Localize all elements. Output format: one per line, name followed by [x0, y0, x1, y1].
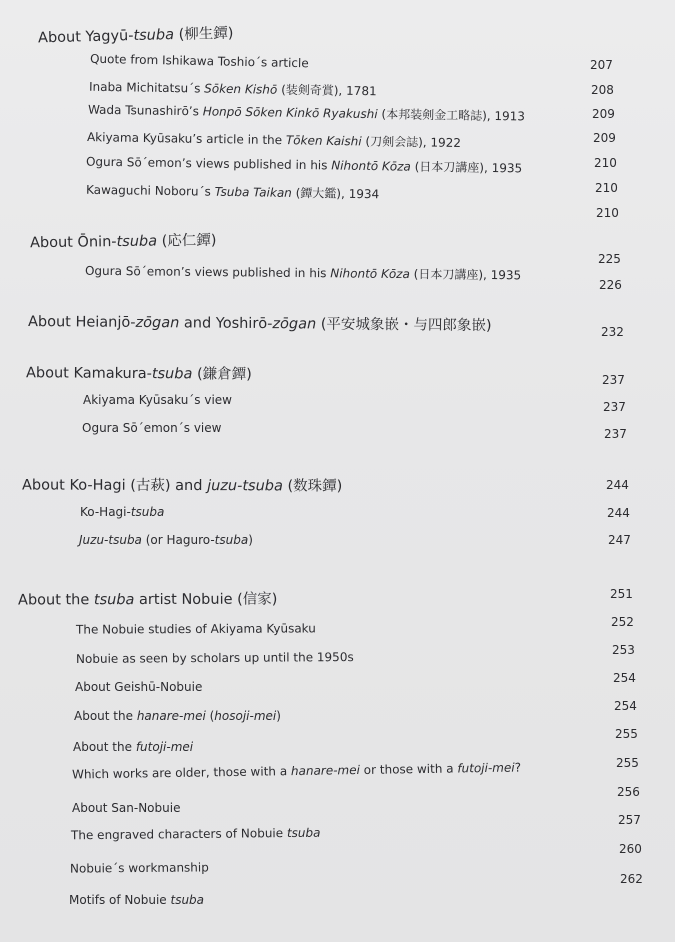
toc-entry: Ogura Sō´emon’s views published in his Nihontō Kōza (日本刀講座), 1935 [85, 154, 523, 176]
page-number: 260 [619, 842, 642, 856]
page-number: 209 [592, 107, 615, 121]
page-number: 237 [603, 400, 626, 414]
toc-entry: About the hanare-mei (hosoji-mei) [74, 709, 281, 723]
page-number: 225 [598, 252, 621, 266]
page-number: 210 [594, 156, 617, 170]
page-number: 247 [608, 533, 631, 547]
page-number: 210 [595, 181, 618, 195]
toc-entry: Nobuie as seen by scholars up until the 1950s [75, 650, 354, 666]
page-number: 210 [596, 206, 619, 220]
section-heading: About Yagyū-tsuba (柳生鐔) [37, 25, 234, 47]
toc-entry: About San-Nobuie [72, 801, 181, 815]
page-number: 254 [614, 699, 637, 713]
page-number: 226 [599, 278, 622, 292]
section-heading: About Kamakura-tsuba (鎌倉鐔) [25, 365, 252, 383]
page-number: 252 [611, 615, 634, 629]
toc-entry: Juzu-tsuba (or Haguro-tsuba) [79, 533, 253, 547]
page-number: 251 [610, 587, 633, 601]
page-number: 257 [618, 813, 641, 827]
page-number: 207 [590, 58, 613, 72]
toc-entry: Motifs of Nobuie tsuba [69, 893, 205, 907]
toc-entry: Nobuie´s workmanship [69, 860, 209, 876]
page-number: 209 [593, 131, 616, 145]
toc-entry: Ko-Hagi-tsuba [80, 505, 165, 519]
toc-entry: The Nobuie studies of Akiyama Kyūsaku [75, 621, 316, 637]
toc-entry: Wada Tsunashirō’s Honpō Sōken Kinkō Ryakushi (本邦装剣金工略誌), 1913 [87, 102, 526, 124]
page-number: 237 [604, 427, 627, 441]
page-number: 254 [613, 671, 636, 685]
page-number: 208 [591, 83, 614, 97]
section-heading: About Ōnin-tsuba (応仁鐔) [29, 232, 217, 252]
page-number: 255 [615, 727, 638, 741]
toc-entry: Ogura Sō´emon´s view [82, 421, 222, 435]
section-heading: About Ko-Hagi (古萩) and juzu-tsuba (数珠鐔) [21, 477, 343, 495]
toc-entry: Akiyama Kyūsaku´s view [83, 393, 232, 407]
page-number: 244 [607, 506, 630, 520]
toc-entry: Which works are older, those with a hanare-mei or those with a futoji-mei? [71, 760, 522, 782]
section-heading: About the tsuba artist Nobuie (信家) [17, 591, 278, 609]
page-number: 232 [601, 325, 624, 339]
page-number: 262 [620, 872, 643, 886]
section-heading: About Heianjō-zōgan and Yoshirō-zōgan (平安城象嵌・与四郎象嵌) [27, 313, 492, 335]
toc-entry: Kawaguchi Noboru´s Tsuba Taikan (鐔大鑑), 1934 [85, 182, 380, 202]
toc-entry: The engraved characters of Nobuie tsuba [70, 825, 321, 843]
page-number: 237 [602, 373, 625, 387]
toc-entry: Quote from Ishikawa Toshio´s article [89, 51, 309, 71]
toc-entry: Ogura Sō´emon’s views published in his Nihontō Kōza (日本刀講座), 1935 [84, 263, 522, 283]
toc-entry: About Geishū-Nobuie [75, 680, 203, 694]
toc-entry: About the futoji-mei [73, 740, 194, 754]
page-number: 244 [606, 478, 629, 492]
page-number: 255 [616, 756, 639, 770]
toc-entry: Akiyama Kyūsaku’s article in the Tōken Kaishi (刀剣会誌), 1922 [86, 130, 462, 150]
toc-entry: Inaba Michitatsu´s Sōken Kishō (装剣奇賞), 1781 [88, 79, 377, 99]
page-number: 256 [617, 785, 640, 799]
page-number: 253 [612, 643, 635, 657]
